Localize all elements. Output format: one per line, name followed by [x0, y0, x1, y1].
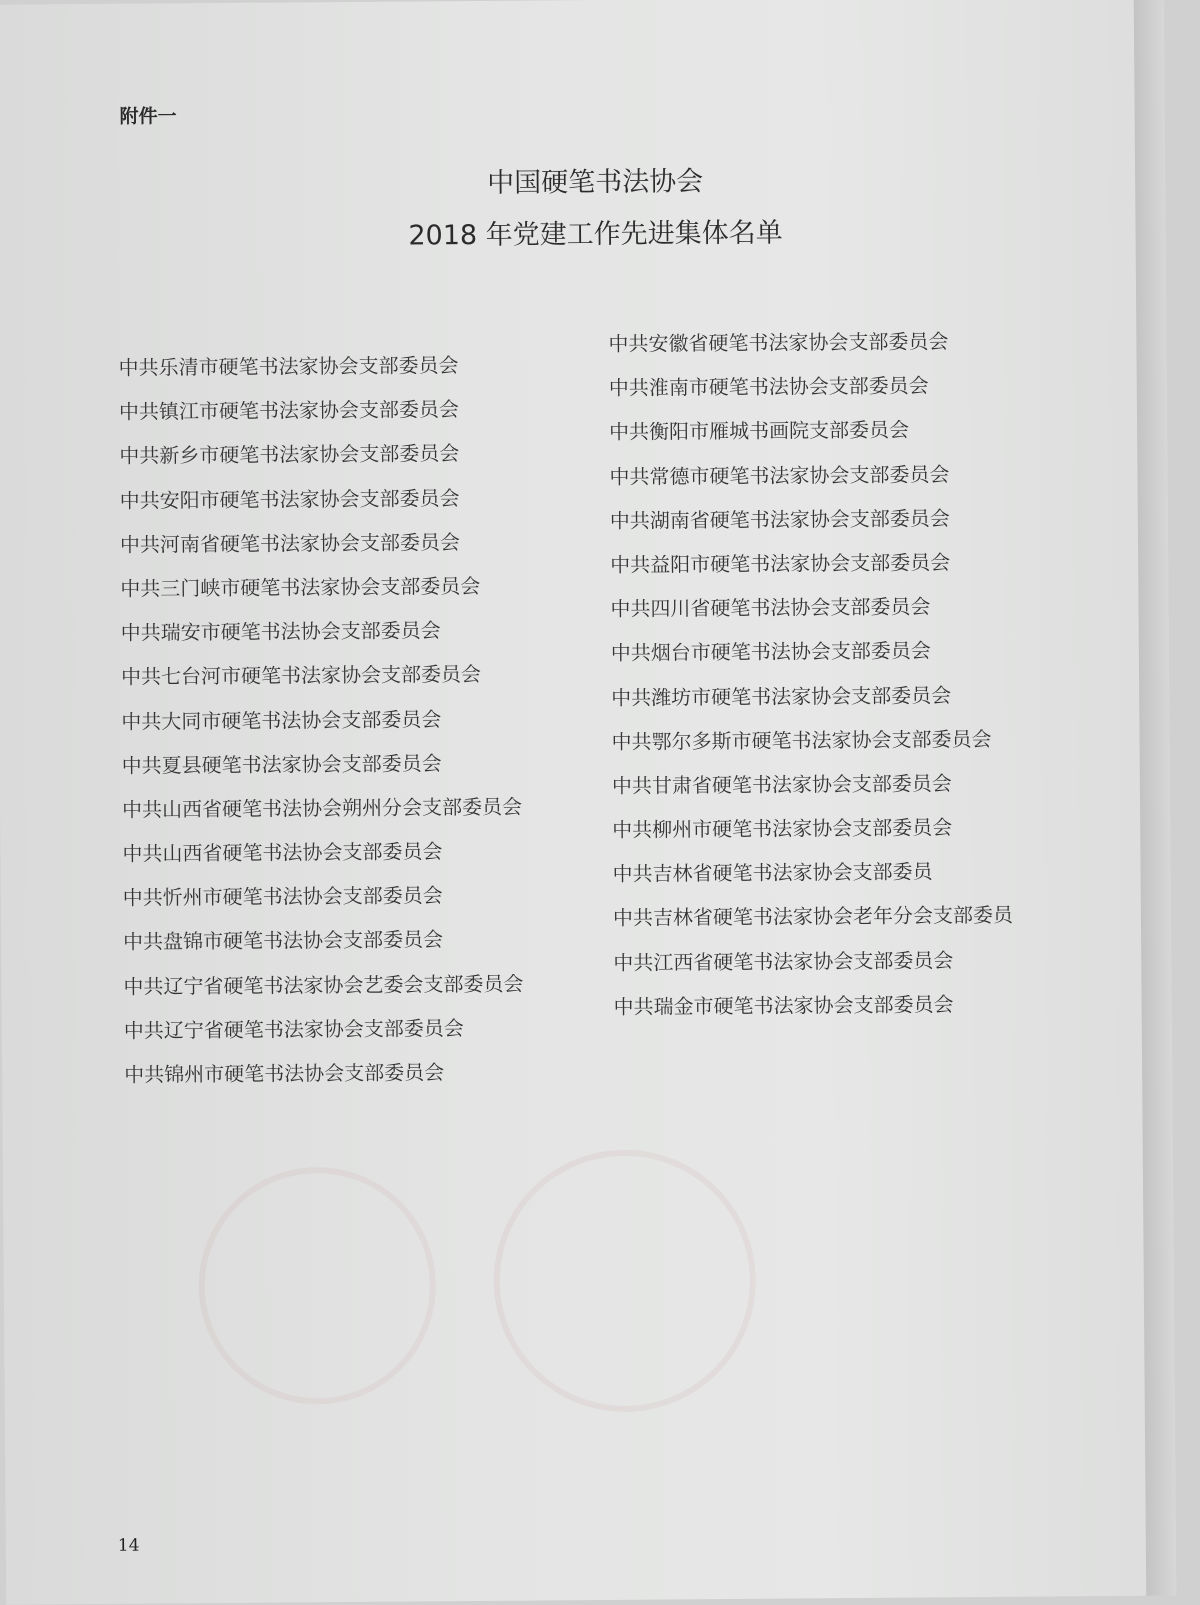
list-item: 中共辽宁省硬笔书法家协会支部委员会 — [123, 1015, 464, 1043]
list-item: 中共忻州市硬笔书法协会支部委员会 — [122, 883, 443, 911]
list-item: 中共益阳市硬笔书法家协会支部委员会 — [610, 550, 951, 577]
list-item: 中共衡阳市雁城书画院支部委员会 — [609, 417, 910, 445]
list-item: 中共镇江市硬笔书法家协会支部委员会 — [118, 397, 460, 424]
document-subtitle: 2018 年党建工作先进集体名单 — [408, 217, 783, 252]
list-item: 中共安阳市硬笔书法家协会支部委员会 — [119, 485, 460, 513]
attachment-label: 附件一 — [119, 105, 177, 128]
list-item: 中共安徽省硬笔书法家协会支部委员会 — [608, 329, 949, 356]
list-item: 中共夏县硬笔书法家协会支部委员会 — [121, 750, 442, 778]
list-item: 中共吉林省硬笔书法家协会支部委员 — [612, 859, 933, 887]
right-organization-list — [608, 319, 1014, 1029]
list-item: 中共柳州市硬笔书法家协会支部委员会 — [612, 815, 953, 842]
list-item: 中共常德市硬笔书法家协会支部委员会 — [609, 461, 950, 489]
list-item: 中共四川省硬笔书法协会支部委员会 — [610, 594, 931, 622]
list-item: 中共锦州市硬笔书法协会支部委员会 — [124, 1060, 445, 1087]
list-item: 中共河南省硬笔书法家协会支部委员会 — [119, 529, 461, 557]
show-through-seal-left — [198, 1166, 437, 1405]
list-item: 中共甘肃省硬笔书法家协会支部委员会 — [611, 771, 952, 798]
list-item: 中共大同市硬笔书法协会支部委员会 — [121, 706, 442, 734]
list-item: 中共山西省硬笔书法协会朔州分会支部委员会 — [121, 794, 523, 822]
list-item: 中共盘锦市硬笔书法协会支部委员会 — [123, 927, 444, 955]
list-item: 中共潍坊市硬笔书法家协会支部委员会 — [611, 682, 952, 710]
list-item: 中共江西省硬笔书法家协会支部委员会 — [613, 947, 954, 975]
page-number: 14 — [117, 1535, 140, 1556]
list-item: 中共瑞金市硬笔书法家协会支部委员会 — [613, 992, 954, 1019]
list-item: 中共湖南省硬笔书法家协会支部委员会 — [609, 505, 950, 533]
list-item: 中共乐清市硬笔书法家协会支部委员会 — [118, 353, 459, 380]
document-title: 中国硬笔书法协会 — [487, 166, 704, 199]
list-item: 中共吉林省硬笔书法家协会老年分会支部委员 — [612, 903, 1014, 931]
list-item: 中共新乡市硬笔书法家协会支部委员会 — [119, 441, 460, 469]
left-organization-list — [118, 343, 524, 1097]
list-item: 中共七台河市硬笔书法家协会支部委员会 — [120, 662, 482, 690]
list-item: 中共辽宁省硬笔书法家协会艺委会支部委员会 — [123, 971, 524, 999]
list-item: 中共烟台市硬笔书法协会支部委员会 — [610, 638, 931, 666]
list-item: 中共三门峡市硬笔书法家协会支部委员会 — [120, 573, 481, 601]
list-item: 中共山西省硬笔书法协会支部委员会 — [122, 839, 443, 866]
show-through-seal-right — [493, 1149, 757, 1413]
list-item: 中共瑞安市硬笔书法协会支部委员会 — [120, 618, 441, 645]
list-item: 中共鄂尔多斯市硬笔书法家协会支部委员会 — [611, 726, 992, 754]
list-item: 中共淮南市硬笔书法协会支部委员会 — [608, 373, 929, 401]
